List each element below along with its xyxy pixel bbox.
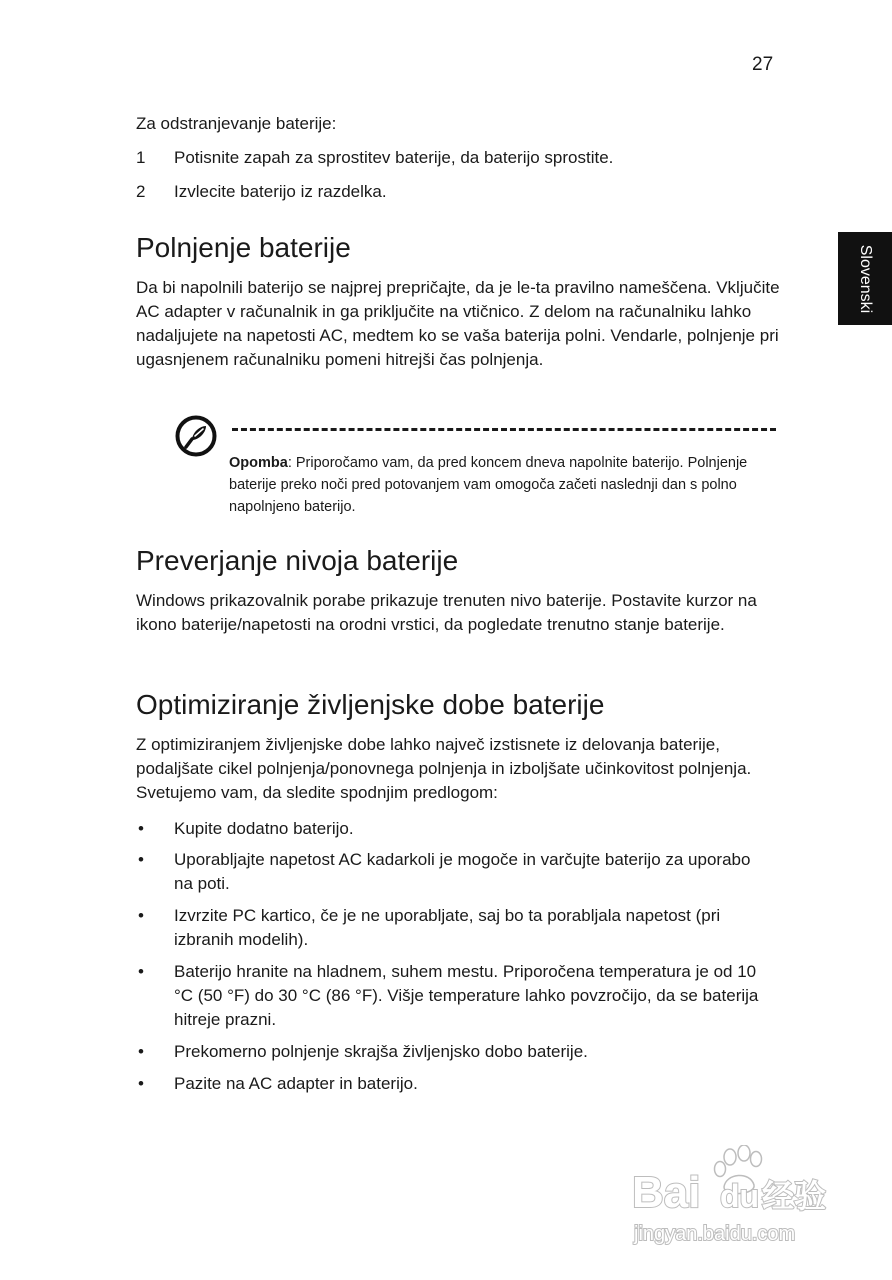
charging-paragraph: Da bi napolnili baterijo se najprej prepričajte, da je le-ta pravilno nameščena. Vključite AC adapter v računalnik in ga priključite na vtičnico. Z delom na računalniku lahko nadaljujete na napetosti AC, medtem ko se vaša baterija polni. Vendarle, polnjenje pri ugasnjenem računalniku pomeni hitrejši čas polnjenja.	[136, 278, 780, 369]
bullet-icon: •	[138, 1074, 144, 1093]
note-body: : Priporočamo vam, da pred koncem dneva napolnite baterijo. Polnjenje baterije preko noči pred potovanjem vam omogoča začeti naslednji dan s polno napolnjeno baterijo.	[229, 455, 748, 515]
bullet-icon: •	[138, 819, 144, 838]
watermark-url: jingyan.baidu.com	[634, 1223, 796, 1245]
list-item-text: Baterijo hranite na hladnem, suhem mestu. Priporočena temperatura je od 10 °C (50 °F) do 30 °C (86 °F). Višje temperature lahko povzročijo, da se baterija hitreje prazni.	[174, 962, 759, 1029]
bullet-icon: •	[138, 906, 144, 925]
step-number: 2	[136, 182, 146, 201]
step-number: 1	[136, 148, 146, 167]
bullet-icon: •	[138, 1042, 144, 1061]
bullet-icon: •	[138, 962, 144, 981]
step-text: Potisnite zapah za sprostitev baterije, da baterijo sprostite.	[174, 148, 614, 167]
section-title-level: Preverjanje nivoja baterije	[136, 545, 459, 576]
page-number: 27	[752, 54, 774, 75]
section-title-optimize: Optimiziranje življenjske dobe baterije	[136, 689, 605, 720]
watermark-brand-cn: 经验	[762, 1178, 827, 1214]
step-text: Izvlecite baterijo iz razdelka.	[174, 182, 387, 201]
note-icon	[174, 414, 218, 458]
watermark-brand-left: Bai	[632, 1168, 701, 1217]
list-item-text: Izvrzite PC kartico, če je ne uporabljate, saj bo ta porabljala napetost (pri izbranih modelih).	[174, 906, 721, 949]
watermark-brand-right: du	[720, 1178, 760, 1214]
optimize-paragraph: Z optimiziranjem življenjske dobe lahko največ izstisnete iz delovanja baterije, podaljšate cikel polnjenja/ponovnega polnjenja in izboljšate učinkovitost polnjenja. Svetujemo vam, da sledite spodnjim predlogom:	[136, 735, 752, 802]
section-title-charging: Polnjenje baterije	[136, 232, 351, 263]
baidu-watermark	[632, 1145, 837, 1255]
language-tab	[838, 232, 892, 325]
note-text	[229, 452, 777, 518]
bullet-icon: •	[138, 850, 144, 869]
list-item-text: Pazite na AC adapter in baterijo.	[174, 1074, 418, 1093]
list-item-text: Uporabljajte napetost AC kadarkoli je mogoče in varčujte baterijo za uporabo na poti.	[174, 850, 751, 893]
note-label: Opomba	[229, 455, 288, 471]
level-paragraph: Windows prikazovalnik porabe prikazuje trenuten nivo baterije. Postavite kurzor na ikono baterije/napetosti na orodni vrstici, da pogledate trenutno stanje baterije.	[136, 591, 757, 634]
intro-text: Za odstranjevanje baterije:	[136, 114, 337, 133]
note-divider	[232, 428, 776, 431]
list-item-text: Prekomerno polnjenje skrajša življenjsko dobo baterije.	[174, 1042, 588, 1061]
language-tab-label: Slovenski	[857, 244, 874, 313]
list-item-text: Kupite dodatno baterijo.	[174, 819, 354, 838]
